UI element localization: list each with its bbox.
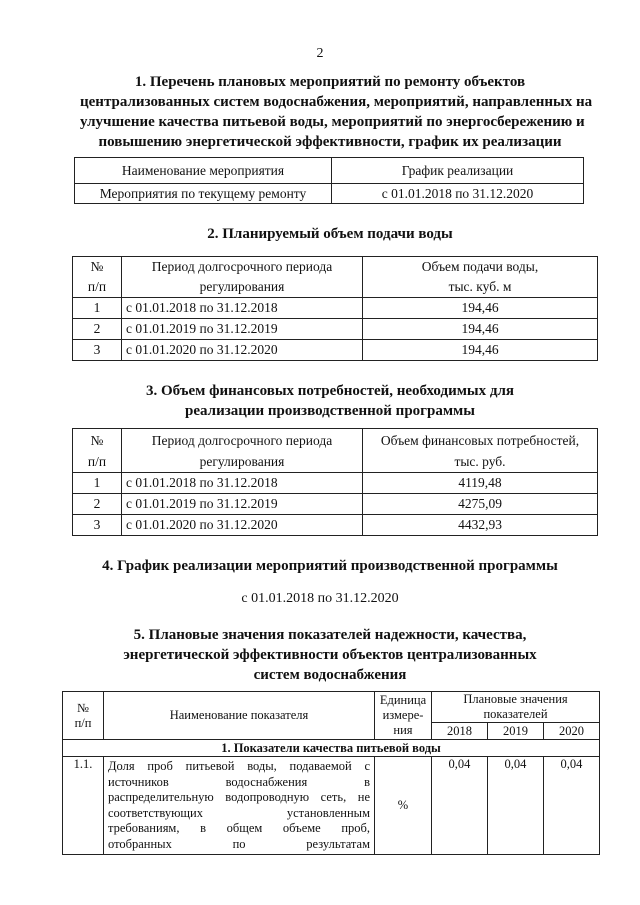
col-header-num [73,257,122,298]
water-supply-table [72,256,598,361]
row-num: 2 [73,319,122,340]
row-value-2019: 0,04 [487,757,543,855]
row-value: 194,46 [363,298,598,319]
header-line: № [90,259,104,274]
year-2018-header: 2018 [432,723,488,740]
row-period: с 01.01.2020 по 31.12.2020 [122,340,363,361]
name-line: Доля проб питьевой воды, подаваемой с [108,759,370,773]
measure-name-cell: Мероприятия по текущему ремонту [75,184,332,204]
section-4-title [60,556,600,576]
row-num: 3 [73,515,122,536]
col-header-value [363,257,598,298]
section-1-title [80,72,593,152]
header-line: № [77,700,89,715]
row-num: 1.1. [63,757,104,855]
table-row [73,319,598,340]
row-indicator-name [104,757,375,855]
name-line: источников водоснабжения в [108,774,370,789]
title-line: улучшение качества питьевой воды, мероприятий по энергосбережению и [80,114,585,130]
title-line: 2. Планируемый объем подачи воды [207,226,453,242]
row-num: 1 [73,473,122,494]
indicators-table [62,691,600,855]
row-value: 194,46 [363,340,598,361]
table-row [73,340,598,361]
measures-table [74,157,584,204]
row-value-2018: 0,04 [432,757,488,855]
row-period: с 01.01.2018 по 31.12.2018 [122,298,363,319]
header-line: измере- [382,708,424,722]
name-line: соответствующих установленным [108,805,370,820]
table-row [73,515,598,536]
row-value: 4432,93 [363,515,598,536]
section-2-title [80,224,580,244]
row-period: с 01.01.2019 по 31.12.2019 [122,319,363,340]
title-line: 3. Объем финансовых потребностей, необходимых для [145,383,515,399]
title-line: 4. График реализации мероприятий производственной программы [102,558,558,574]
header-line: регулирования [199,279,285,294]
col-header-plan [432,692,600,723]
title-line: 5. Плановые значения показателей надежности, качества, [133,627,527,643]
name-line: отобранных по результатам [108,836,370,851]
header-line: показателей [483,707,548,721]
col-header-indicator: Наименование показателя [104,692,375,740]
header-line: Период долгосрочного периода [151,432,333,448]
col-header-num [63,692,104,740]
row-period: с 01.01.2018 по 31.12.2018 [122,473,363,494]
header-line: Период долгосрочного периода [151,259,333,274]
header-line: тыс. руб. [454,453,506,469]
financial-needs-table [72,428,598,536]
header-line: Единица [379,693,427,707]
name-line: распределительную водопроводную сеть, не [108,790,370,804]
group-title: 1. Показатели качества питьевой воды [63,740,600,757]
title-line: повышению энергетической эффективности, график их реализации [98,134,562,150]
section-4-period: с 01.01.2018 по 31.12.2020 [241,591,399,606]
section-5-title [80,625,580,685]
header-line: п/п [87,279,107,294]
col-header-value [363,429,598,473]
col-header-schedule: График реализации [332,158,584,184]
measure-schedule-cell: с 01.01.2018 по 31.12.2020 [332,184,584,204]
row-period: с 01.01.2020 по 31.12.2020 [122,515,363,536]
title-line: систем водоснабжения [253,667,407,683]
col-header-measure: Наименование мероприятия [75,158,332,184]
header-line: Объем подачи воды, [421,259,539,274]
row-period: с 01.01.2019 по 31.12.2019 [122,494,363,515]
header-line: Объем финансовых потребностей, [380,432,580,448]
header-line: № [90,432,104,448]
row-num: 3 [73,340,122,361]
row-value: 194,46 [363,319,598,340]
col-header-num [73,429,122,473]
header-line: п/п [87,453,107,469]
table-row [63,757,600,855]
row-num: 2 [73,494,122,515]
header-line: Плановые значения [463,692,568,706]
title-line: централизованных систем водоснабжения, мероприятий, направленных на [80,94,593,110]
page-number: 2 [316,46,324,61]
header-line: тыс. куб. м [448,279,512,294]
row-unit: % [375,757,432,855]
title-line: 1. Перечень плановых мероприятий по ремонту объектов [134,74,526,90]
year-2019-header: 2019 [487,723,543,740]
header-line: ния [393,723,413,737]
col-header-unit [375,692,432,740]
header-line: регулирования [199,453,285,469]
table-row [73,473,598,494]
table-row [73,494,598,515]
row-value-2020: 0,04 [543,757,599,855]
col-header-period [122,429,363,473]
row-value: 4119,48 [363,473,598,494]
col-header-period [122,257,363,298]
title-line: реализации производственной программы [185,403,475,419]
section-3-title [80,381,580,421]
header-line: п/п [74,715,92,730]
year-2020-header: 2020 [543,723,599,740]
title-line: энергетической эффективности объектов централизованных [123,647,537,663]
table-row [73,298,598,319]
name-line: требованиям, в общем объеме проб, [108,821,370,835]
row-num: 1 [73,298,122,319]
row-value: 4275,09 [363,494,598,515]
